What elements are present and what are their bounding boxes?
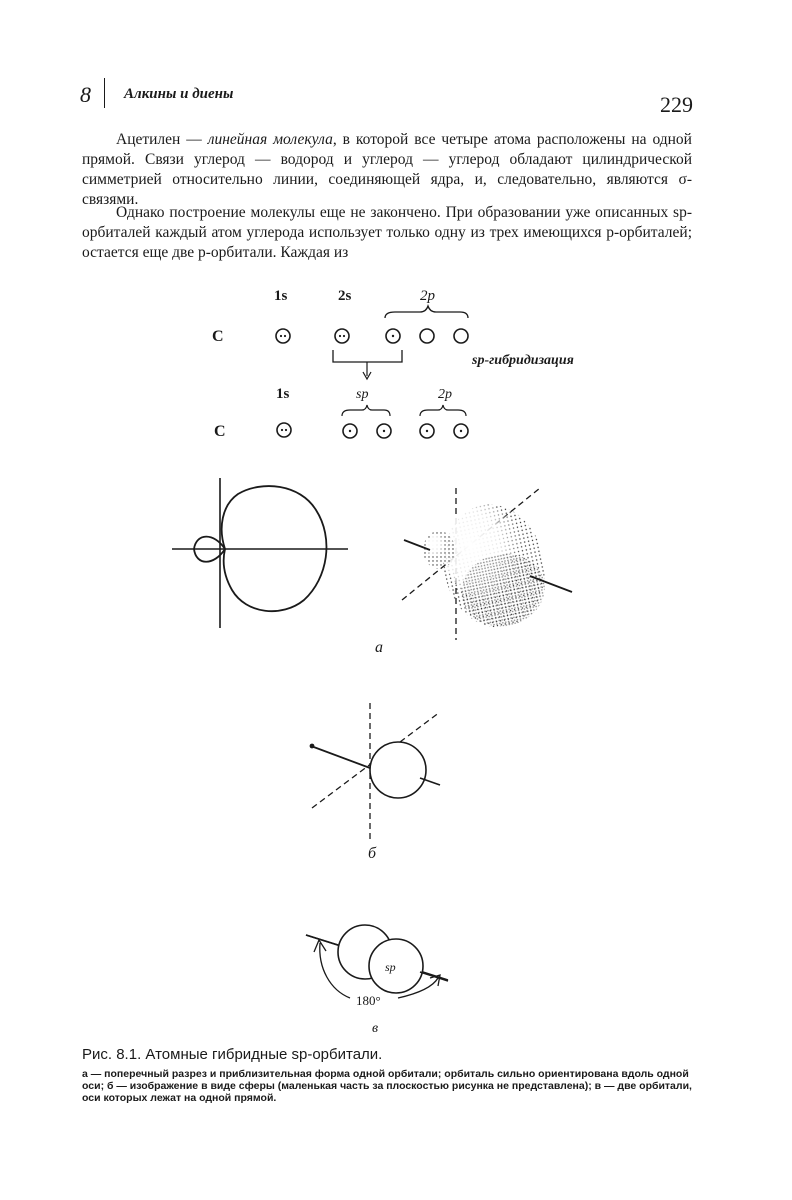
figure-label-c: в <box>372 1021 379 1036</box>
orbital-circle <box>277 423 291 437</box>
label-2p-top: 2p <box>420 288 435 304</box>
paragraph-2-text: Однако построение молекулы еще не закончено. При образовании уже описанных sp-орбиталей каждый атом углерода использует только одну из трех имеющихся p-орбиталей; остается еще две p-орбитали. Каждая из <box>82 204 692 261</box>
paragraph-1-emphasis: линейная молекула <box>207 131 333 148</box>
paragraph-1-rest: , в которой все четыре атома расположены на одной прямой. Связи углерод — водород и углерод — углерод обладают цилиндрической симметрией относительно линии, соединяющей ядра, и, следовательно, являются σ-связями. <box>82 131 692 208</box>
orbital-circle <box>454 424 468 438</box>
orbital-scheme <box>212 288 574 440</box>
angle-label: 180° <box>356 993 381 1008</box>
two-sp-orbitals <box>306 925 448 1008</box>
sp-orbital-right <box>369 939 423 993</box>
orbital-circle <box>420 329 434 343</box>
label-1s-top: 1s <box>274 288 288 304</box>
brace-2p-bottom <box>420 405 466 416</box>
label-sp-bottom: sp <box>356 387 369 402</box>
orbital-circle <box>343 424 357 438</box>
chapter-title: Алкины и диены <box>124 86 234 102</box>
figure-legend: а — поперечный разрез и приблизительная форма одной орбитали; орбиталь сильно ориентирована вдоль одной оси; б — изображение в виде сферы (маленькая часть за плоскостью рисунка не представлена); в — две орбитали, оси которых лежат на одной прямой. <box>82 1068 692 1104</box>
figure-label-b: б <box>368 845 377 862</box>
hybridization-label: sp-гибридизация <box>472 353 574 368</box>
hybridization-bracket <box>333 350 402 362</box>
chapter-number: 8 <box>80 82 91 107</box>
brace-2p-top <box>385 306 468 318</box>
element-c-top: C <box>212 328 224 345</box>
orbital-circle <box>420 424 434 438</box>
orbital-circle <box>335 329 349 343</box>
axis-end-dot <box>310 744 315 749</box>
label-2p-bottom: 2p <box>438 387 452 402</box>
axis-left-solid <box>311 746 370 768</box>
orbital-circle <box>276 329 290 343</box>
orbital-3d-view <box>402 488 572 640</box>
small-lobe-highlight <box>426 535 446 557</box>
figure-caption: Рис. 8.1. Атомные гибридные sp-орбитали. <box>82 1046 383 1063</box>
brace-sp <box>342 405 390 416</box>
orbital-circle <box>454 329 468 343</box>
paragraph-1-start: Ацетилен — <box>116 131 208 148</box>
label-2s-top: 2s <box>338 288 352 304</box>
sphere <box>370 742 426 798</box>
sp-label: sp <box>385 960 396 974</box>
axis-left-part <box>306 935 338 945</box>
orbital-cross-section <box>172 478 348 628</box>
label-1s-bottom: 1s <box>276 386 290 402</box>
figure-label-a: а <box>375 639 383 656</box>
orbital-sphere <box>310 703 440 840</box>
orbital-circle <box>377 424 391 438</box>
orbital-circle <box>386 329 400 343</box>
element-c-bottom: C <box>214 423 226 440</box>
page-number: 229 <box>660 92 693 117</box>
